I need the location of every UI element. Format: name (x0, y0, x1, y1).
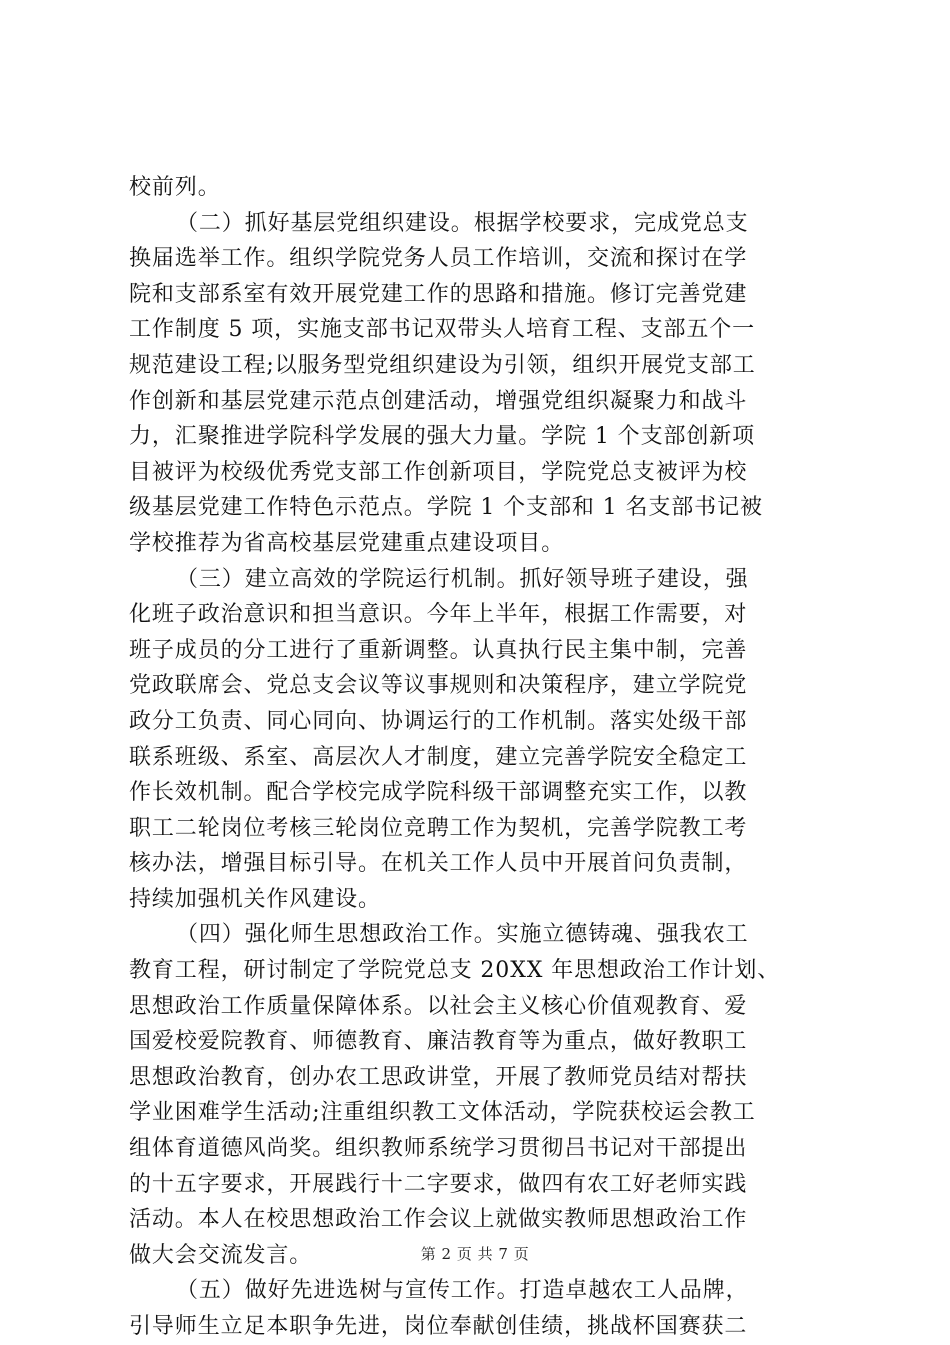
paragraph-heading-3: （三）建立高效的学院运行机制。抓好领导班子建设，强 (176, 566, 749, 592)
text-line: 院和支部系室有效开展党建工作的思路和措施。修订完善党建 (129, 281, 748, 307)
text-line: 国爱校爱院教育、师德教育、廉洁教育等为重点，做好教职工 (129, 1029, 748, 1055)
text-line: 规范建设工程;以服务型党组织建设为引领，组织开展党支部工 (129, 352, 756, 378)
text-line: 作创新和基层党建示范点创建活动，增强党组织凝聚力和战斗 (129, 388, 748, 414)
paragraph-heading-5: （五）做好先进选树与宣传工作。打造卓越农工人品牌， (176, 1278, 749, 1304)
text-line: 职工二轮岗位考核三轮岗位竞聘工作为契机，完善学院教工考 (129, 815, 748, 841)
text-line: 校前列。 (129, 175, 221, 200)
text-line: 级基层党建工作特色示范点。学院 1 个支部和 1 名支部书记被 (129, 495, 763, 521)
text-line: 做大会交流发言。 (129, 1242, 313, 1268)
text-line: 班子成员的分工进行了重新调整。认真执行民主集中制，完善 (129, 637, 748, 663)
text-line: 目被评为校级优秀党支部工作创新项目，学院党总支被评为校 (129, 459, 748, 485)
text-line: 引导师生立足本职争先进，岗位奉献创佳绩，挑战杯国赛获二 (129, 1314, 748, 1339)
text-line: 活动。本人在校思想政治工作会议上就做实教师思想政治工作 (129, 1207, 748, 1233)
document-body (129, 170, 823, 1345)
text-line: 学业困难学生活动;注重组织教工文体活动，学院获校运会教工 (129, 1100, 756, 1126)
text-line: 核办法，增强目标引导。在机关工作人员中开展首问负责制， (129, 851, 748, 877)
text-line: 政分工负责、同心同向、协调运行的工作机制。落实处级干部 (129, 708, 748, 734)
text-line: 党政联席会、党总支会议等议事规则和决策程序，建立学院党 (129, 673, 748, 699)
text-line: 化班子政治意识和担当意识。今年上半年，根据工作需要，对 (129, 602, 748, 628)
text-line: 作长效机制。配合学校完成学院科级干部调整充实工作，以教 (129, 780, 748, 806)
text-line: 思想政治工作质量保障体系。以社会主义核心价值观教育、爱 (129, 993, 748, 1019)
text-line: 工作制度 5 项，实施支部书记双带头人培育工程、支部五个一 (129, 317, 756, 343)
text-line: 思想政治教育，创办农工思政讲堂，开展了教师党员结对帮扶 (129, 1064, 748, 1090)
text-line: 换届选举工作。组织学院党务人员工作培训，交流和探讨在学 (129, 246, 748, 272)
paragraph-heading-4: （四）强化师生思想政治工作。实施立德铸魂、强我农工 (176, 922, 749, 948)
text-line: 的十五字要求，开展践行十二字要求，做四有农工好老师实践 (129, 1171, 748, 1197)
page-number-footer: 第 2 页 共 7 页 (420, 1245, 530, 1263)
text-line: 联系班级、系室、高层次人才制度，建立完善学院安全稳定工 (129, 744, 748, 770)
text-line: 组体育道德风尚奖。组织教师系统学习贯彻吕书记对干部提出 (129, 1136, 748, 1162)
text-line: 持续加强机关作风建设。 (129, 886, 381, 912)
paragraph-heading-2: （二）抓好基层党组织建设。根据学校要求，完成党总支 (176, 210, 749, 236)
text-line: 教育工程，研讨制定了学院党总支 20XX 年思想政治工作计划、 (129, 958, 781, 984)
text-line: 学校推荐为省高校基层党建重点建设项目。 (129, 530, 565, 556)
text-line: 力，汇聚推进学院科学发展的强大力量。学院 1 个支部创新项 (129, 424, 756, 450)
